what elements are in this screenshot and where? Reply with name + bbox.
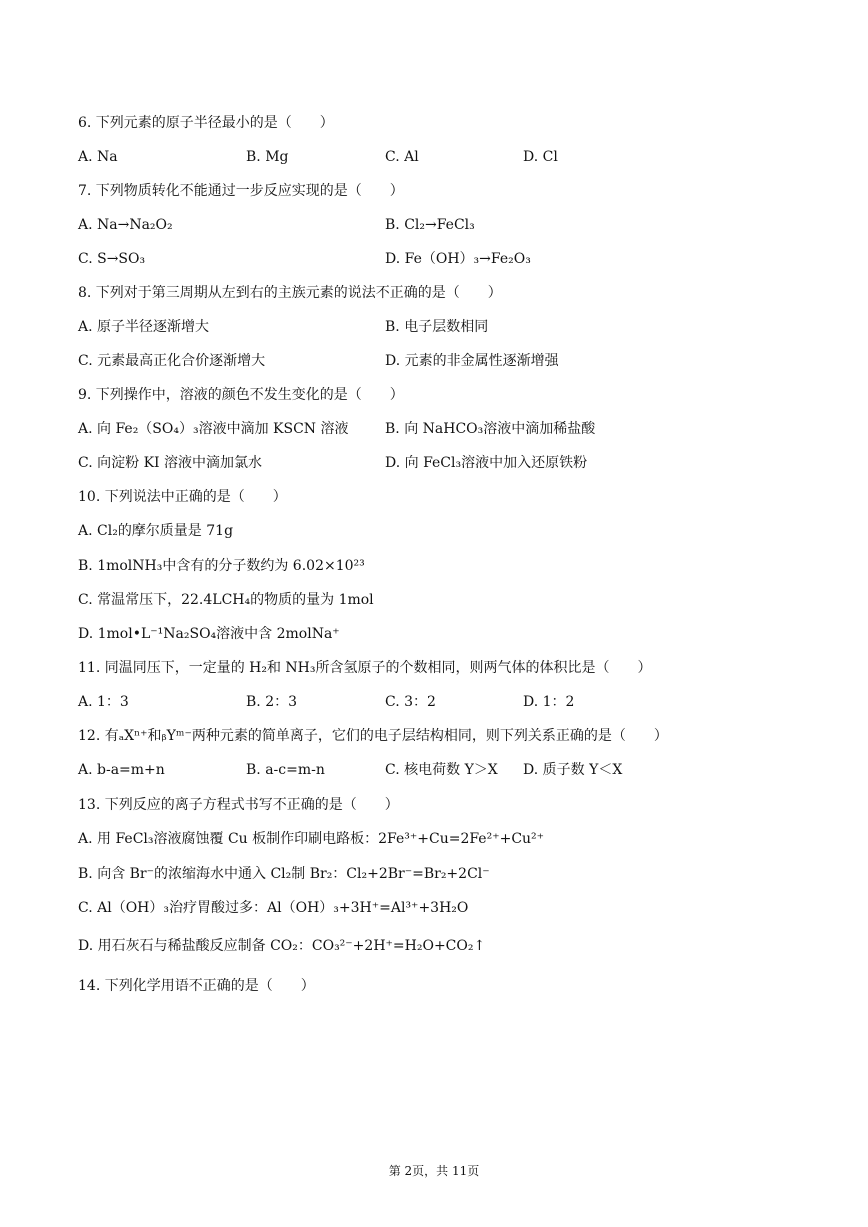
q11-option-d: D. 1：2 (523, 694, 575, 710)
q9-option-d: D. 向 FeCl₃溶液中加入还原铁粉 (385, 455, 588, 471)
q9-option-a: A. 向 Fe₂（SO₄）₃溶液中滴加 KSCN 溶液 (78, 421, 349, 437)
question-11-stem: 11. 同温同压下，一定量的 H₂和 NH₃所含氢原子的个数相同，则两气体的体积比是（ ） (78, 660, 652, 676)
q7-option-b: B. Cl₂→FeCl₃ (385, 217, 475, 233)
q10-option-a: A. Cl₂的摩尔质量是 71g (78, 523, 234, 539)
q9-option-c: C. 向淀粉 KI 溶液中滴加氯水 (78, 455, 263, 471)
q9-option-b: B. 向 NaHCO₃溶液中滴加稀盐酸 (385, 421, 596, 437)
q12-option-d: D. 质子数 Y＜X (523, 762, 623, 778)
q11-option-c: C. 3：2 (385, 694, 436, 710)
question-10-stem: 10. 下列说法中正确的是（ ） (78, 489, 287, 505)
q6-option-a: A. Na (78, 149, 118, 165)
q13-option-d: D. 用石灰石与稀盐酸反应制备 CO₂：CO₃²⁻+2H⁺=H₂O+CO₂↑ (78, 938, 486, 954)
q6-option-d: D. Cl (523, 149, 558, 165)
q7-option-c: C. S→SO₃ (78, 251, 146, 267)
q8-option-c: C. 元素最高正化合价逐渐增大 (78, 353, 266, 369)
q7-option-d: D. Fe（OH）₃→Fe₂O₃ (385, 251, 531, 267)
q8-option-a: A. 原子半径逐渐增大 (78, 319, 210, 335)
question-13-stem: 13. 下列反应的离子方程式书写不正确的是（ ） (78, 797, 399, 813)
q6-option-c: C. Al (385, 149, 419, 165)
q6-option-b: B. Mg (246, 149, 289, 165)
page-footer: 第 2页，共 11页 (388, 1164, 480, 1178)
q10-option-c: C. 常温常压下，22.4LCH₄的物质的量为 1mol (78, 592, 374, 608)
q10-option-b: B. 1molNH₃中含有的分子数约为 6.02×10²³ (78, 558, 365, 574)
q12-option-a: A. b-a=m+n (78, 762, 165, 778)
q10-option-d: D. 1mol•L⁻¹Na₂SO₄溶液中含 2molNa⁺ (78, 626, 340, 642)
q11-option-a: A. 1：3 (78, 694, 129, 710)
q7-option-a: A. Na→Na₂O₂ (78, 217, 173, 233)
question-14-stem: 14. 下列化学用语不正确的是（ ） (78, 978, 315, 994)
q13-option-c: C. Al（OH）₃治疗胃酸过多：Al（OH）₃+3H⁺=Al³⁺+3H₂O (78, 900, 469, 916)
q13-option-a: A. 用 FeCl₃溶液腐蚀覆 Cu 板制作印刷电路板：2Fe³⁺+Cu=2Fe²⁺+Cu²⁺ (78, 831, 545, 847)
q13-option-b: B. 向含 Br⁻的浓缩海水中通入 Cl₂制 Br₂：Cl₂+2Br⁻=Br₂+2Cl⁻ (78, 866, 490, 882)
q8-option-d: D. 元素的非金属性逐渐增强 (385, 353, 559, 369)
q8-option-b: B. 电子层数相同 (385, 319, 489, 335)
q12-option-b: B. a-c=m-n (246, 762, 325, 778)
question-7-stem: 7. 下列物质转化不能通过一步反应实现的是（ ） (78, 183, 404, 199)
question-9-stem: 9. 下列操作中，溶液的颜色不发生变化的是（ ） (78, 387, 404, 403)
question-6-stem: 6. 下列元素的原子半径最小的是（ ） (78, 115, 334, 131)
q12-option-c: C. 核电荷数 Y＞X (385, 762, 498, 778)
question-12-stem: 12. 有ₐXⁿ⁺和ᵦYᵐ⁻两种元素的简单离子，它们的电子层结构相同，则下列关系正确的是（ ） (78, 728, 668, 744)
q11-option-b: B. 2：3 (246, 694, 298, 710)
question-8-stem: 8. 下列对于第三周期从左到右的主族元素的说法不正确的是（ ） (78, 285, 502, 301)
